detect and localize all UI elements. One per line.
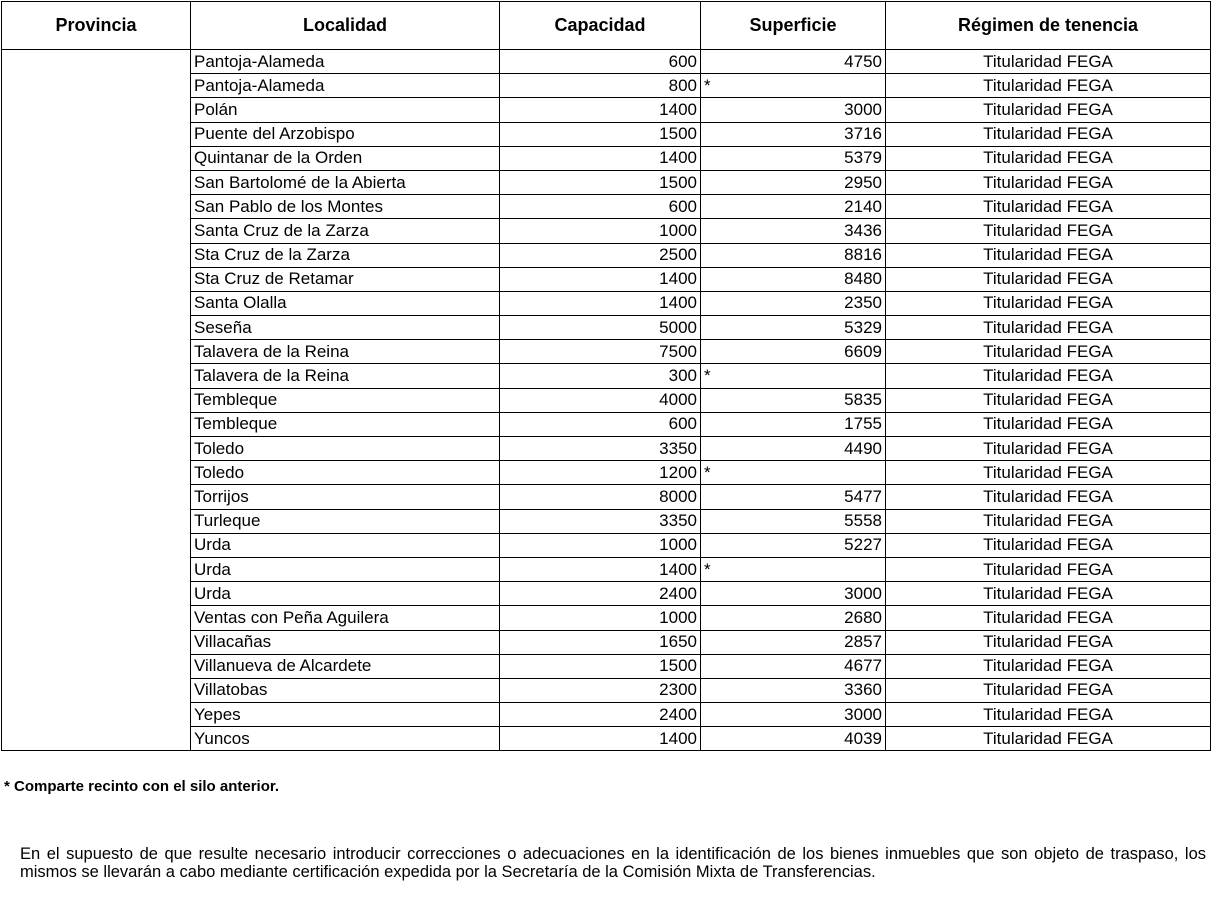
regimen-cell: Titularidad FEGA (886, 557, 1211, 581)
superficie-cell: 3716 (701, 122, 886, 146)
capacidad-cell: 1400 (500, 291, 701, 315)
capacidad-cell: 1400 (500, 146, 701, 170)
superficie-cell: * (701, 557, 886, 581)
header-capacidad: Capacidad (500, 2, 701, 50)
footnote: * Comparte recinto con el silo anterior. (4, 778, 280, 795)
capacidad-cell: 1200 (500, 461, 701, 485)
table-body (2, 50, 1211, 751)
capacidad-cell: 1500 (500, 170, 701, 194)
capacidad-cell: 2400 (500, 703, 701, 727)
localidad-cell: Sta Cruz de la Zarza (191, 243, 500, 267)
superficie-cell: 5329 (701, 316, 886, 340)
closing-paragraph: En el supuesto de que resulte necesario introducir correcciones o adecuaciones en la identificación de los bienes inmuebles que son objeto de traspaso, los mismos se llevarán a cabo mediante certificación expedida por la Secretaría de la Comisión Mixta de Transferencias. (20, 845, 1206, 881)
localidad-cell: Yepes (191, 703, 500, 727)
superficie-cell: 2680 (701, 606, 886, 630)
localidad-cell: Tembleque (191, 412, 500, 436)
localidad-cell: Yuncos (191, 727, 500, 751)
capacidad-cell: 300 (500, 364, 701, 388)
superficie-cell: * (701, 461, 886, 485)
regimen-cell: Titularidad FEGA (886, 170, 1211, 194)
regimen-cell: Titularidad FEGA (886, 340, 1211, 364)
localidad-cell: Pantoja-Alameda (191, 74, 500, 98)
regimen-cell: Titularidad FEGA (886, 195, 1211, 219)
capacidad-cell: 600 (500, 412, 701, 436)
superficie-cell: 3000 (701, 98, 886, 122)
superficie-cell: * (701, 364, 886, 388)
superficie-cell: 4677 (701, 654, 886, 678)
capacidad-cell: 600 (500, 195, 701, 219)
capacidad-cell: 600 (500, 50, 701, 74)
regimen-cell: Titularidad FEGA (886, 291, 1211, 315)
superficie-cell: 5227 (701, 533, 886, 557)
capacidad-cell: 2500 (500, 243, 701, 267)
regimen-cell: Titularidad FEGA (886, 98, 1211, 122)
regimen-cell: Titularidad FEGA (886, 74, 1211, 98)
regimen-cell: Titularidad FEGA (886, 606, 1211, 630)
superficie-cell: * (701, 74, 886, 98)
capacidad-cell: 8000 (500, 485, 701, 509)
localidad-cell: Talavera de la Reina (191, 364, 500, 388)
header-superficie: Superficie (701, 2, 886, 50)
localidad-cell: Ventas con Peña Aguilera (191, 606, 500, 630)
capacidad-cell: 2300 (500, 678, 701, 702)
localidad-cell: Toledo (191, 437, 500, 461)
regimen-cell: Titularidad FEGA (886, 267, 1211, 291)
localidad-cell: Turleque (191, 509, 500, 533)
localidad-cell: Seseña (191, 316, 500, 340)
superficie-cell: 4750 (701, 50, 886, 74)
capacidad-cell: 800 (500, 74, 701, 98)
regimen-cell: Titularidad FEGA (886, 364, 1211, 388)
localidad-cell: Villanueva de Alcardete (191, 654, 500, 678)
superficie-cell: 8816 (701, 243, 886, 267)
localidad-cell: Villacañas (191, 630, 500, 654)
regimen-cell: Titularidad FEGA (886, 316, 1211, 340)
localidad-cell: Urda (191, 582, 500, 606)
regimen-cell: Titularidad FEGA (886, 654, 1211, 678)
localidad-cell: Villatobas (191, 678, 500, 702)
capacidad-cell: 1000 (500, 533, 701, 557)
regimen-cell: Titularidad FEGA (886, 243, 1211, 267)
superficie-cell: 4039 (701, 727, 886, 751)
capacidad-cell: 1500 (500, 654, 701, 678)
superficie-cell: 4490 (701, 437, 886, 461)
header-regimen: Régimen de tenencia (886, 2, 1211, 50)
regimen-cell: Titularidad FEGA (886, 219, 1211, 243)
superficie-cell: 5558 (701, 509, 886, 533)
capacidad-cell: 7500 (500, 340, 701, 364)
localidad-cell: Sta Cruz de Retamar (191, 267, 500, 291)
provincia-cell (2, 50, 191, 751)
regimen-cell: Titularidad FEGA (886, 582, 1211, 606)
capacidad-cell: 1650 (500, 630, 701, 654)
localidad-cell: Tembleque (191, 388, 500, 412)
regimen-cell: Titularidad FEGA (886, 146, 1211, 170)
localidad-cell: Puente del Arzobispo (191, 122, 500, 146)
capacidad-cell: 4000 (500, 388, 701, 412)
regimen-cell: Titularidad FEGA (886, 485, 1211, 509)
capacidad-cell: 5000 (500, 316, 701, 340)
superficie-cell: 2140 (701, 195, 886, 219)
regimen-cell: Titularidad FEGA (886, 509, 1211, 533)
capacidad-cell: 1000 (500, 606, 701, 630)
table-header-row (2, 2, 1211, 50)
capacidad-cell: 1400 (500, 557, 701, 581)
superficie-cell: 2950 (701, 170, 886, 194)
superficie-cell: 8480 (701, 267, 886, 291)
localidad-cell: Santa Cruz de la Zarza (191, 219, 500, 243)
superficie-cell: 5835 (701, 388, 886, 412)
localidad-cell: Urda (191, 557, 500, 581)
superficie-cell: 6609 (701, 340, 886, 364)
capacidad-cell: 1400 (500, 727, 701, 751)
localidad-cell: Torrijos (191, 485, 500, 509)
regimen-cell: Titularidad FEGA (886, 412, 1211, 436)
localidad-cell: Pantoja-Alameda (191, 50, 500, 74)
localidad-cell: San Pablo de los Montes (191, 195, 500, 219)
superficie-cell: 2857 (701, 630, 886, 654)
header-provincia: Provincia (2, 2, 191, 50)
localidad-cell: Toledo (191, 461, 500, 485)
capacidad-cell: 1400 (500, 267, 701, 291)
localidad-cell: San Bartolomé de la Abierta (191, 170, 500, 194)
regimen-cell: Titularidad FEGA (886, 703, 1211, 727)
localidad-cell: Santa Olalla (191, 291, 500, 315)
superficie-cell: 3000 (701, 703, 886, 727)
header-localidad: Localidad (191, 2, 500, 50)
capacidad-cell: 1400 (500, 98, 701, 122)
regimen-cell: Titularidad FEGA (886, 122, 1211, 146)
superficie-cell: 2350 (701, 291, 886, 315)
superficie-cell: 1755 (701, 412, 886, 436)
regimen-cell: Titularidad FEGA (886, 437, 1211, 461)
capacidad-cell: 2400 (500, 582, 701, 606)
regimen-cell: Titularidad FEGA (886, 727, 1211, 751)
superficie-cell: 3360 (701, 678, 886, 702)
table-row (2, 50, 1211, 74)
capacidad-cell: 3350 (500, 509, 701, 533)
capacidad-cell: 3350 (500, 437, 701, 461)
superficie-cell: 5379 (701, 146, 886, 170)
localidad-cell: Urda (191, 533, 500, 557)
regimen-cell: Titularidad FEGA (886, 50, 1211, 74)
regimen-cell: Titularidad FEGA (886, 388, 1211, 412)
localidad-cell: Quintanar de la Orden (191, 146, 500, 170)
superficie-cell: 3436 (701, 219, 886, 243)
localidad-cell: Polán (191, 98, 500, 122)
silos-table (1, 1, 1211, 751)
localidad-cell: Talavera de la Reina (191, 340, 500, 364)
capacidad-cell: 1000 (500, 219, 701, 243)
regimen-cell: Titularidad FEGA (886, 461, 1211, 485)
regimen-cell: Titularidad FEGA (886, 630, 1211, 654)
capacidad-cell: 1500 (500, 122, 701, 146)
superficie-cell: 5477 (701, 485, 886, 509)
regimen-cell: Titularidad FEGA (886, 533, 1211, 557)
superficie-cell: 3000 (701, 582, 886, 606)
regimen-cell: Titularidad FEGA (886, 678, 1211, 702)
